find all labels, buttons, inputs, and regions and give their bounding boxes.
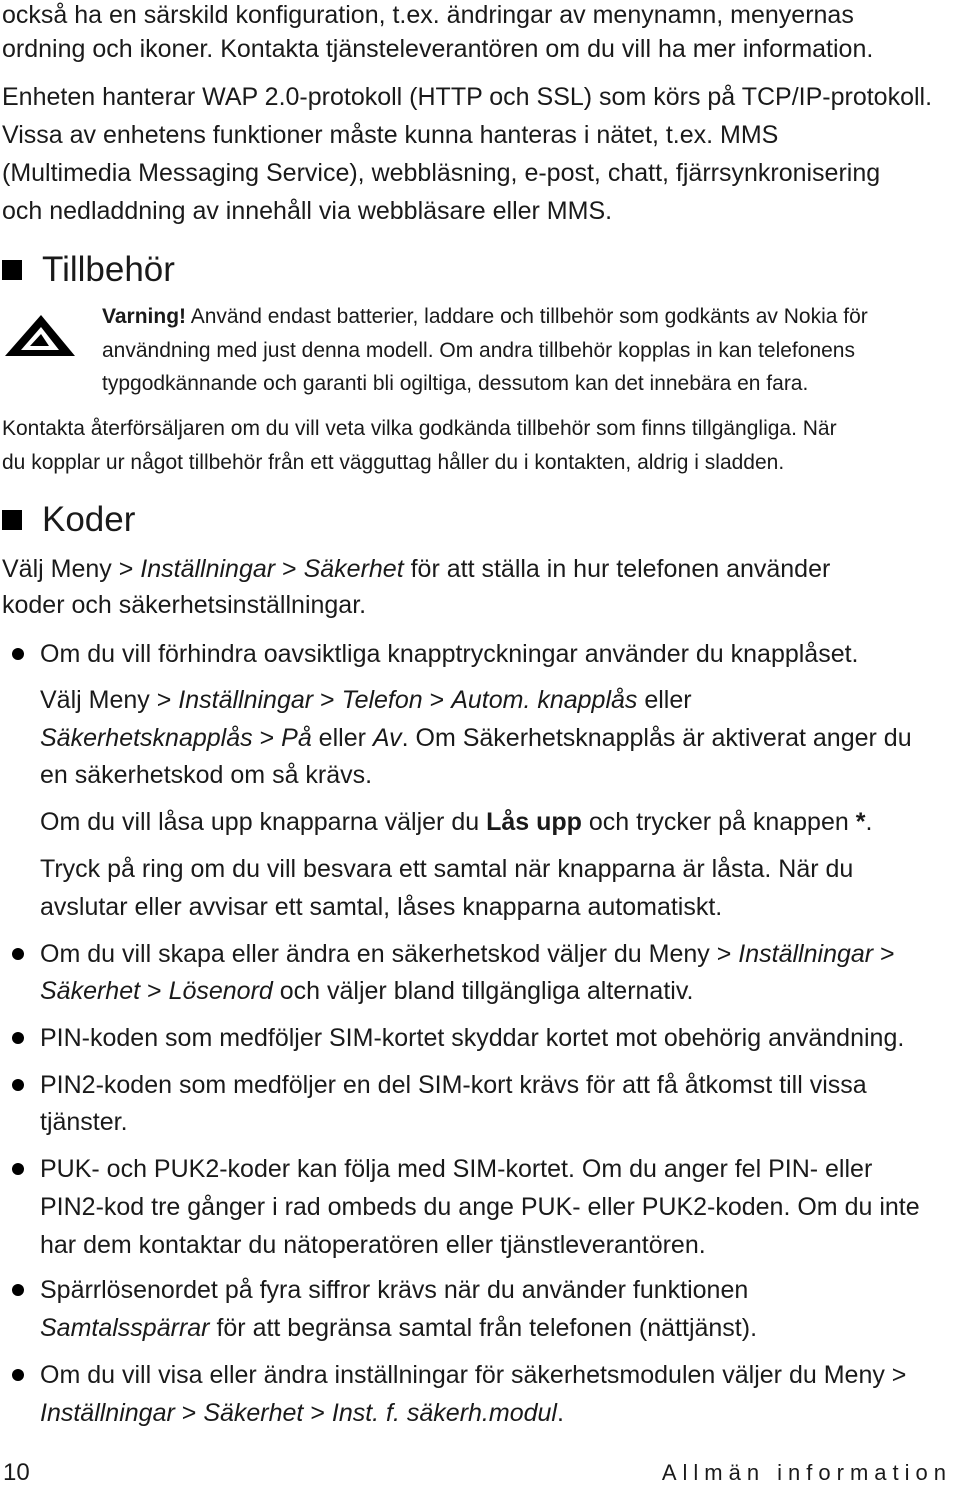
accessory-note-line-2: du kopplar ur något tillbehör från ett vägguttag håller du i kontakten, aldrig i sladden. (2, 451, 785, 474)
bullet-5-line-2: PIN2-kod tre gånger i rad ombeds du ange PUK- eller PUK2-koden. Om du inte (40, 1193, 920, 1221)
intro-line-4: Vissa av enhetens funktioner måste kunna hanteras i nätet, t.ex. MMS (2, 121, 779, 149)
footer-section-title: Allmän information (661, 1460, 952, 1485)
warning-line-2: användning med just denna modell. Om andra tillbehör kopplas in kan telefonens (102, 339, 855, 362)
intro-line-6: och nedladdning av innehåll via webbläsare eller MMS. (2, 197, 613, 225)
bullet-5-line-1: PUK- och PUK2-koder kan följa med SIM-kortet. Om du anger fel PIN- eller (40, 1155, 873, 1183)
bullet-6-line-2: Samtalsspärrar för att begränsa samtal från telefonen (nättjänst). (40, 1314, 758, 1342)
intro-line-3: Enheten hanterar WAP 2.0-protokoll (HTTP och SSL) som körs på TCP/IP-protokoll. (2, 83, 933, 111)
bullet-2-line-2: Säkerhet > Lösenord och väljer bland tillgängliga alternativ. (40, 977, 694, 1005)
koder-intro-line-1: Välj Meny > Inställningar > Säkerhet för att ställa in hur telefonen använder (2, 555, 831, 583)
bullet-dot (12, 1163, 24, 1175)
bullet-7-line-2: Inställningar > Säkerhet > Inst. f. säkerh.modul. (40, 1399, 564, 1427)
section-heading-koder (2, 499, 135, 541)
bullet-1-para-4-line-2: avslutar eller avvisar ett samtal, låses knapparna automatiskt. (40, 893, 723, 921)
bullet-dot (12, 1079, 24, 1091)
warning-label: Varning! (102, 305, 187, 328)
section-heading-koder-text: Koder (42, 500, 136, 539)
bullet-dot (12, 648, 24, 660)
accessory-note-line-1: Kontakta återförsäljaren om du vill veta vilka godkända tillbehör som finns tillgängliga. När (2, 417, 837, 440)
section-square-icon (2, 510, 22, 530)
bullet-4-line-2: tjänster. (40, 1108, 128, 1136)
bullet-dot (12, 1369, 24, 1381)
bullet-1-para-2-line-3: en säkerhetskod om så krävs. (40, 761, 373, 789)
bullet-3-line-1: PIN-koden som medföljer SIM-kortet skyddar kortet mot obehörig användning. (40, 1024, 905, 1052)
section-square-icon (2, 260, 22, 280)
intro-line-5: (Multimedia Messaging Service), webbläsning, e-post, chatt, fjärrsynkronisering (2, 159, 881, 187)
bullet-6-line-1: Spärrlösenordet på fyra siffror krävs när du använder funktionen (40, 1276, 749, 1304)
bullet-2-line-1: Om du vill skapa eller ändra en säkerhetskod väljer du Meny > Inställningar > (40, 940, 895, 968)
warning-line-3: typgodkännande och garanti bli ogiltiga, dessutom kan det innebära en fara. (102, 372, 809, 395)
intro-line-1: också ha en särskild konfiguration, t.ex. ändringar av menynamn, menyernas (2, 1, 854, 29)
bullet-dot (12, 1032, 24, 1044)
koder-intro-line-2: koder och säkerhetsinställningar. (2, 591, 367, 619)
warning-icon (3, 312, 77, 360)
bullet-5-line-3: har dem kontaktar du nätoperatören eller tjänstleverantören. (40, 1231, 706, 1259)
section-heading-tillbehor (2, 249, 175, 291)
bullet-dot (12, 1284, 24, 1296)
bullet-1-para-4-line-1: Tryck på ring om du vill besvara ett samtal när knapparna är låsta. När du (40, 855, 854, 883)
section-heading-tillbehor-text: Tillbehör (42, 250, 175, 289)
bullet-4-line-1: PIN2-koden som medföljer en del SIM-kort krävs för att få åtkomst till vissa (40, 1071, 867, 1099)
bullet-1-para-2-line-1: Välj Meny > Inställningar > Telefon > Autom. knapplås eller (40, 686, 692, 714)
warning-line-1: Varning! Använd endast batterier, laddare och tillbehör som godkänts av Nokia för (102, 305, 868, 328)
bullet-7-line-1: Om du vill visa eller ändra inställningar för säkerhetsmodulen väljer du Meny > (40, 1361, 907, 1389)
intro-line-2: ordning och ikoner. Kontakta tjänsteleverantören om du vill ha mer information. (2, 35, 874, 63)
bullet-dot (12, 948, 24, 960)
bullet-1-para-3: Om du vill låsa upp knapparna väljer du Lås upp och trycker på knappen *. (40, 808, 873, 836)
page-number: 10 (3, 1459, 30, 1486)
bullet-1-line-1: Om du vill förhindra oavsiktliga knapptryckningar använder du knapplåset. (40, 640, 859, 668)
bullet-1-para-2-line-2: Säkerhetsknapplås > På eller Av. Om Säkerhetsknapplås är aktiverat anger du (40, 724, 912, 752)
